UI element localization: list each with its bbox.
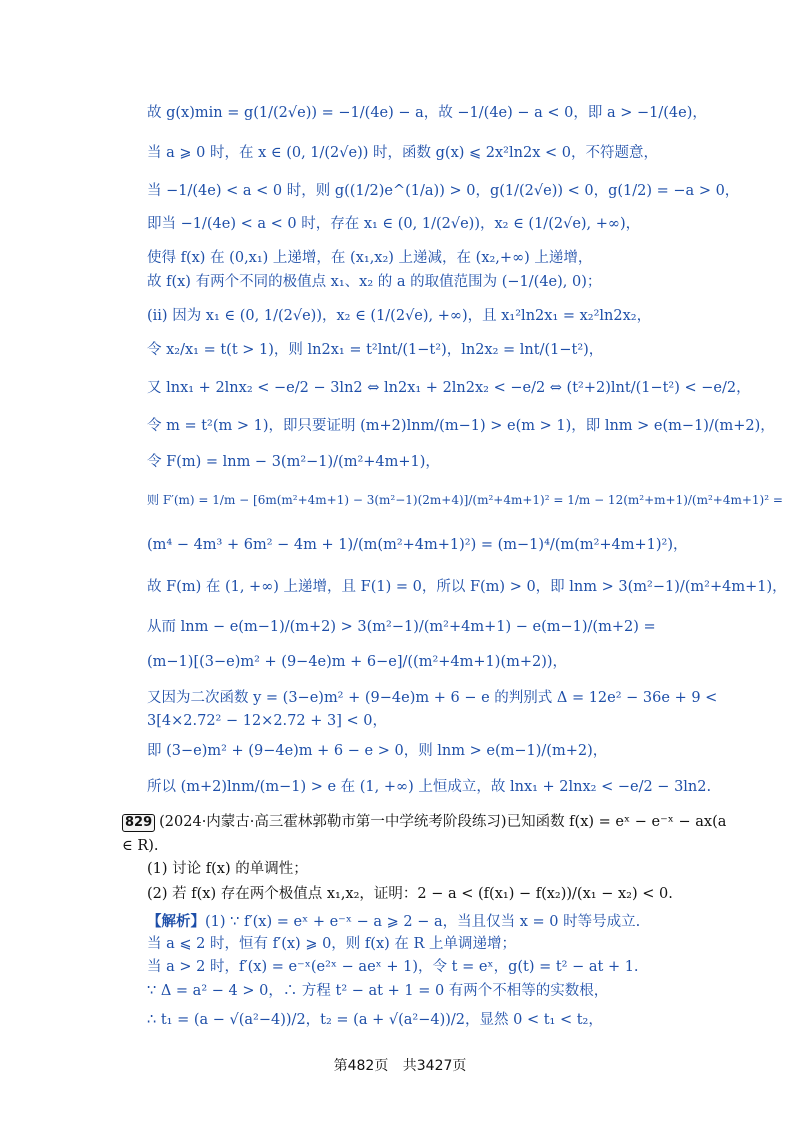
solution-line: 即 (3−e)m² + (9−4e)m + 6 − e > 0，则 lnm > e(m−1)/(m+2)，	[147, 743, 608, 759]
analysis-line: ∵ Δ = a² − 4 > 0，∴ 方程 t² − at + 1 = 0 有两个不相等的实数根，	[147, 983, 609, 999]
solution-line: 所以 (m+2)lnm/(m−1) > e 在 (1, +∞) 上恒成立，故 lnx₁ + 2lnx₂ < −e/2 − 3ln2.	[147, 779, 712, 795]
analysis-line: 当 a ⩽ 2 时，恒有 f′(x) ⩾ 0，则 f(x) 在 R 上单调递增；	[147, 936, 517, 952]
problem-stem-continued: ∈ R).	[122, 838, 159, 854]
solution-line: 即当 −1/(4e) < a < 0 时，存在 x₁ ∈ (0, 1/(2√e))，x₂ ∈ (1/(2√e), +∞)，	[147, 216, 641, 232]
solution-line: (ii) 因为 x₁ ∈ (0, 1/(2√e))，x₂ ∈ (1/(2√e), +∞)，且 x₁²ln2x₁ = x₂²ln2x₂，	[147, 308, 652, 324]
solution-line: 故 f(x) 有两个不同的极值点 x₁、x₂ 的 a 的取值范围为 (−1/(4e), 0)；	[147, 274, 602, 290]
problem-source-line: (2024·内蒙古·高三霍林郭勒市第一中学统考阶段练习)已知函数 f(x) = eˣ − e⁻ˣ − ax(a	[159, 814, 727, 830]
solution-line: 使得 f(x) 在 (0,x₁) 上递增，在 (x₁,x₂) 上递减，在 (x₂,+∞) 上递增，	[147, 250, 593, 266]
solution-line: 又因为二次函数 y = (3−e)m² + (9−4e)m + 6 − e 的判别式 Δ = 12e² − 36e + 9 <	[147, 690, 718, 706]
solution-line: 则 F′(m) = 1/m − [6m(m²+4m+1) − 3(m²−1)(2m+4)]/(m²+4m+1)² = 1/m − 12(m²+m+1)/(m²+4m+1)² =	[147, 493, 783, 507]
solution-line: (m−1)[(3−e)m² + (9−4e)m + 6−e]/((m²+4m+1)(m+2))，	[147, 654, 568, 670]
analysis-line: ∴ t₁ = (a − √(a²−4))/2，t₂ = (a + √(a²−4))/2，显然 0 < t₁ < t₂，	[147, 1012, 603, 1028]
solution-line: 3[4×2.72² − 12×2.72 + 3] < 0，	[147, 713, 387, 729]
analysis-label: 【解析】	[147, 913, 205, 930]
solution-line: 又 lnx₁ + 2lnx₂ < −e/2 − 3ln2 ⇔ ln2x₁ + 2ln2x₂ < −e/2 ⇔ (t²+2)lnt/(1−t²) < −e/2，	[147, 380, 751, 396]
problem-part-1: (1) 讨论 f(x) 的单调性；	[147, 861, 308, 877]
analysis-line: 当 a > 2 时，f′(x) = e⁻ˣ(e²ˣ − aeˣ + 1)，令 t = eˣ，g(t) = t² − at + 1.	[147, 959, 639, 975]
solution-line: 令 m = t²(m > 1)，即只要证明 (m+2)lnm/(m−1) > e(m > 1)，即 lnm > e(m−1)/(m+2)，	[147, 418, 775, 434]
problem-stem	[122, 812, 726, 832]
problem-part-2: (2) 若 f(x) 存在两个极值点 x₁,x₂，证明：2 − a < (f(x₁) − f(x₂))/(x₁ − x₂) < 0.	[147, 886, 673, 902]
solution-line: 当 −1/(4e) < a < 0 时，则 g((1/2)e^(1/a)) > 0，g(1/(2√e)) < 0，g(1/2) = −a > 0，	[147, 183, 740, 199]
solution-line: 从而 lnm − e(m−1)/(m+2) > 3(m²−1)/(m²+4m+1) − e(m−1)/(m+2) =	[147, 619, 656, 635]
analysis-text: (1) ∵ f′(x) = eˣ + e⁻ˣ − a ⩾ 2 − a，当且仅当 x = 0 时等号成立.	[205, 914, 641, 930]
solution-line: 当 a ⩾ 0 时，在 x ∈ (0, 1/(2√e)) 时，函数 g(x) ⩽ 2x²ln2x < 0，不符题意，	[147, 145, 658, 161]
solution-line: 令 x₂/x₁ = t(t > 1)，则 ln2x₁ = t²lnt/(1−t²)，ln2x₂ = lnt/(1−t²)，	[147, 342, 604, 358]
solution-line: (m⁴ − 4m³ + 6m² − 4m + 1)/(m(m²+4m+1)²) = (m−1)⁴/(m(m²+4m+1)²)，	[147, 537, 688, 553]
page-footer: 第482页 共3427页	[333, 1058, 467, 1074]
solution-line: 故 F(m) 在 (1, +∞) 上递增，且 F(1) = 0，所以 F(m) > 0，即 lnm > 3(m²−1)/(m²+4m+1)，	[147, 579, 787, 595]
analysis-first-line	[147, 912, 640, 932]
question-number-badge: 829	[122, 814, 155, 832]
solution-line: 故 g(x)min = g(1/(2√e)) = −1/(4e) − a，故 −1/(4e) − a < 0，即 a > −1/(4e)，	[147, 105, 707, 121]
solution-line: 令 F(m) = lnm − 3(m²−1)/(m²+4m+1)，	[147, 454, 440, 470]
